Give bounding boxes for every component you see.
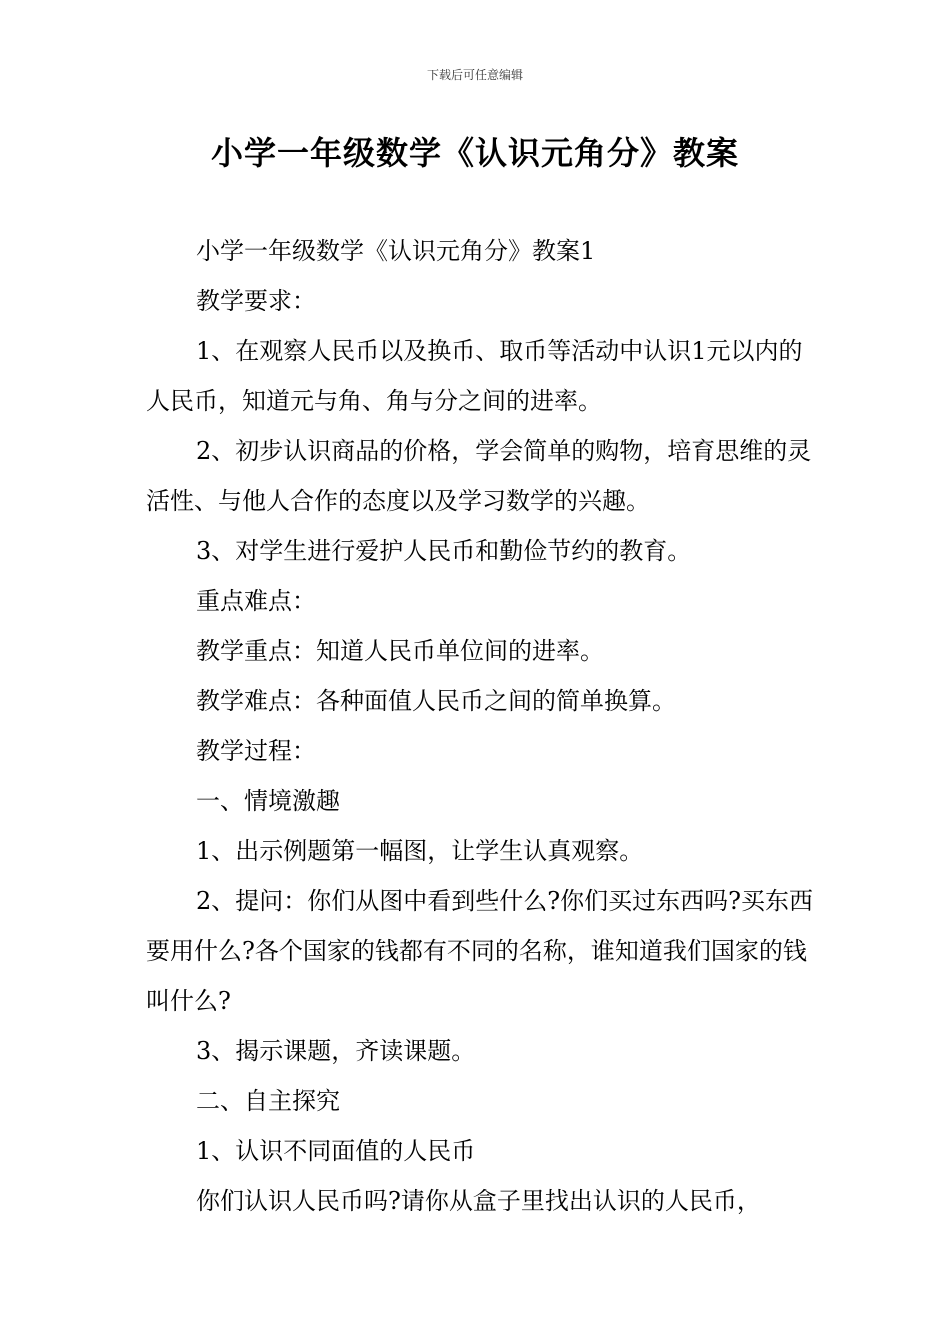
- paragraph-process-heading: 教学过程：: [196, 737, 316, 765]
- paragraph-section-2: 二、自主探究: [196, 1087, 340, 1115]
- paragraph-key-point: 教学重点：知道人民币单位间的进率。: [196, 637, 604, 665]
- paragraph-subtitle: 小学一年级数学《认识元角分》教案1: [196, 237, 596, 265]
- document-title: 小学一年级数学《认识元角分》教案: [210, 134, 739, 172]
- paragraph-difficulty: 教学难点：各种面值人民币之间的简单换算。: [196, 687, 676, 715]
- paragraph-key-points-heading: 重点难点：: [196, 587, 316, 615]
- paragraph-requirement-2: 2、初步认识商品的价格，学会简单的购物，培育思维的灵活性、与他人合作的态度以及学习数学的兴趣。: [146, 437, 812, 515]
- paragraph-step-1-3: 3、揭示课题，齐读课题。: [196, 1037, 476, 1065]
- paragraph-teaching-requirements-heading: 教学要求：: [196, 287, 316, 315]
- document-body: [146, 226, 814, 1226]
- page-header-note: 下载后可任意编辑: [426, 68, 523, 82]
- paragraph-step-2-1: 1、认识不同面值的人民币: [196, 1137, 476, 1165]
- paragraph-step-1-2: 2、提问：你们从图中看到些什么?你们买过东西吗?买东西要用什么?各个国家的钱都有不同的名称，谁知道我们国家的钱叫什么?: [146, 887, 814, 1015]
- paragraph-step-1-1: 1、出示例题第一幅图，让学生认真观察。: [196, 837, 644, 865]
- paragraph-requirement-1: 1、在观察人民币以及换币、取币等活动中认识1元以内的人民币，知道元与角、角与分之间的进率。: [146, 337, 803, 415]
- paragraph-section-1: 一、情境激趣: [196, 787, 340, 815]
- paragraph-requirement-3: 3、对学生进行爱护人民币和勤俭节约的教育。: [196, 537, 692, 565]
- paragraph-step-2-1-text: 你们认识人民币吗?请你从盒子里找出认识的人民币，: [196, 1187, 761, 1215]
